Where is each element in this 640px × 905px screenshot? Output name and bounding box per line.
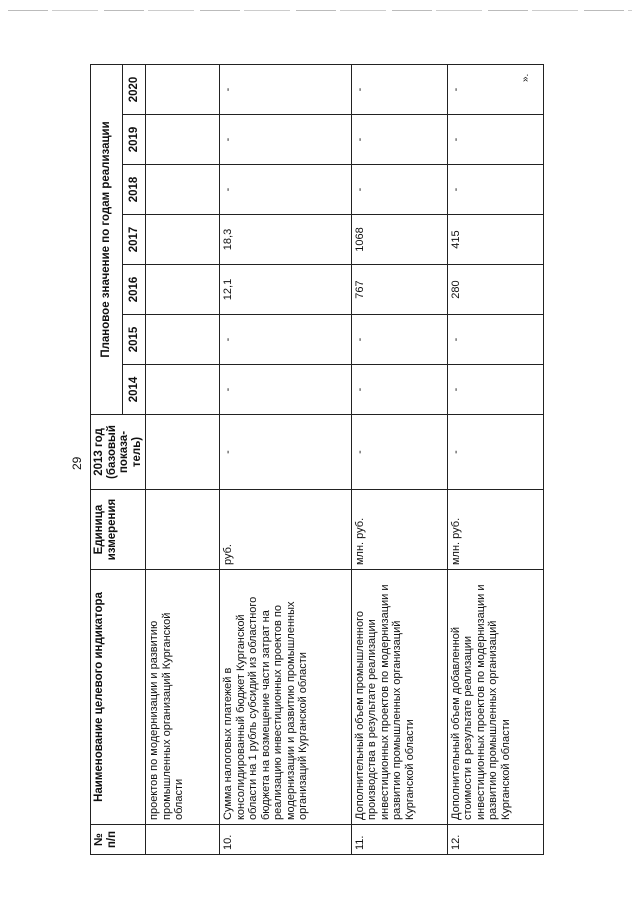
row-number: 11. (351, 825, 447, 855)
table-row (220, 64, 352, 854)
base-value (146, 415, 220, 490)
year-value: - (220, 64, 352, 114)
year-value: 280 (447, 265, 543, 315)
table-row (146, 64, 220, 854)
row-number: 12. (447, 825, 543, 855)
year-value: - (351, 165, 447, 215)
base-value: - (220, 415, 352, 490)
unit-cell: млн. руб. (447, 490, 543, 570)
header-num: № п/п (91, 825, 146, 855)
header-year: 2015 (122, 315, 145, 365)
closing-quote-mark: ». (520, 73, 531, 82)
year-value (146, 265, 220, 315)
year-value: 12,1 (220, 265, 352, 315)
year-value: 1068 (351, 215, 447, 265)
header-year: 2016 (122, 265, 145, 315)
year-value (146, 215, 220, 265)
header-unit: Единица измерения (91, 490, 146, 570)
scan-edge-line (8, 10, 632, 11)
rotated-table-container (90, 65, 530, 855)
header-year: 2014 (122, 365, 145, 415)
year-value: - (447, 315, 543, 365)
unit-cell: млн. руб. (351, 490, 447, 570)
table-row (447, 64, 543, 854)
year-value: - (220, 165, 352, 215)
year-value: - (351, 115, 447, 165)
header-year: 2020 (122, 64, 145, 114)
header-name: Наименование целевого индикатора (91, 570, 146, 825)
year-value: 18,3 (220, 215, 352, 265)
year-value: - (220, 115, 352, 165)
year-value (146, 365, 220, 415)
unit-cell (146, 490, 220, 570)
year-value: - (447, 365, 543, 415)
indicator-name: Сумма налоговых платежей в консолидированный бюджет Курганской области на 1 рубль субсидий из областного бюджета на возмещение части затрат на реализацию инвестиционных проектов по модернизации и развитию промышленных организаций Курганской области (220, 570, 352, 825)
header-year: 2018 (122, 165, 145, 215)
table-row (351, 64, 447, 854)
year-value: - (447, 115, 543, 165)
unit-cell: руб. (220, 490, 352, 570)
page-number: 29 (70, 456, 84, 470)
indicator-name: Дополнительный объем промышленного производства в результате реализации инвестиционных проектов по модернизации и развитию промышленных организаций Курганской области (351, 570, 447, 825)
year-value: - (351, 365, 447, 415)
year-value: - (447, 165, 543, 215)
year-value (146, 165, 220, 215)
header-year: 2017 (122, 215, 145, 265)
indicator-table (90, 64, 544, 855)
base-value: - (447, 415, 543, 490)
year-value: - (220, 315, 352, 365)
base-value: - (351, 415, 447, 490)
row-number: 10. (220, 825, 352, 855)
row-number (146, 825, 220, 855)
header-plan: Плановое значение по годам реализации (91, 64, 123, 414)
year-value: - (351, 64, 447, 114)
year-value: - (351, 315, 447, 365)
year-value (146, 64, 220, 114)
indicator-name: проектов по модернизации и развитию промышленных организаций Курганской области (146, 570, 220, 825)
header-year: 2019 (122, 115, 145, 165)
year-value: 415 (447, 215, 543, 265)
indicator-name: Дополнительный объем добавленной стоимости в результате реализации инвестиционных проектов по модернизации и развитию промышленных организаций Курганской области (447, 570, 543, 825)
year-value: - (220, 365, 352, 415)
year-value: 767 (351, 265, 447, 315)
year-value (146, 115, 220, 165)
year-value: - (447, 64, 543, 114)
header-base: 2013 год (базовый показа-тель) (91, 415, 146, 490)
year-value (146, 315, 220, 365)
